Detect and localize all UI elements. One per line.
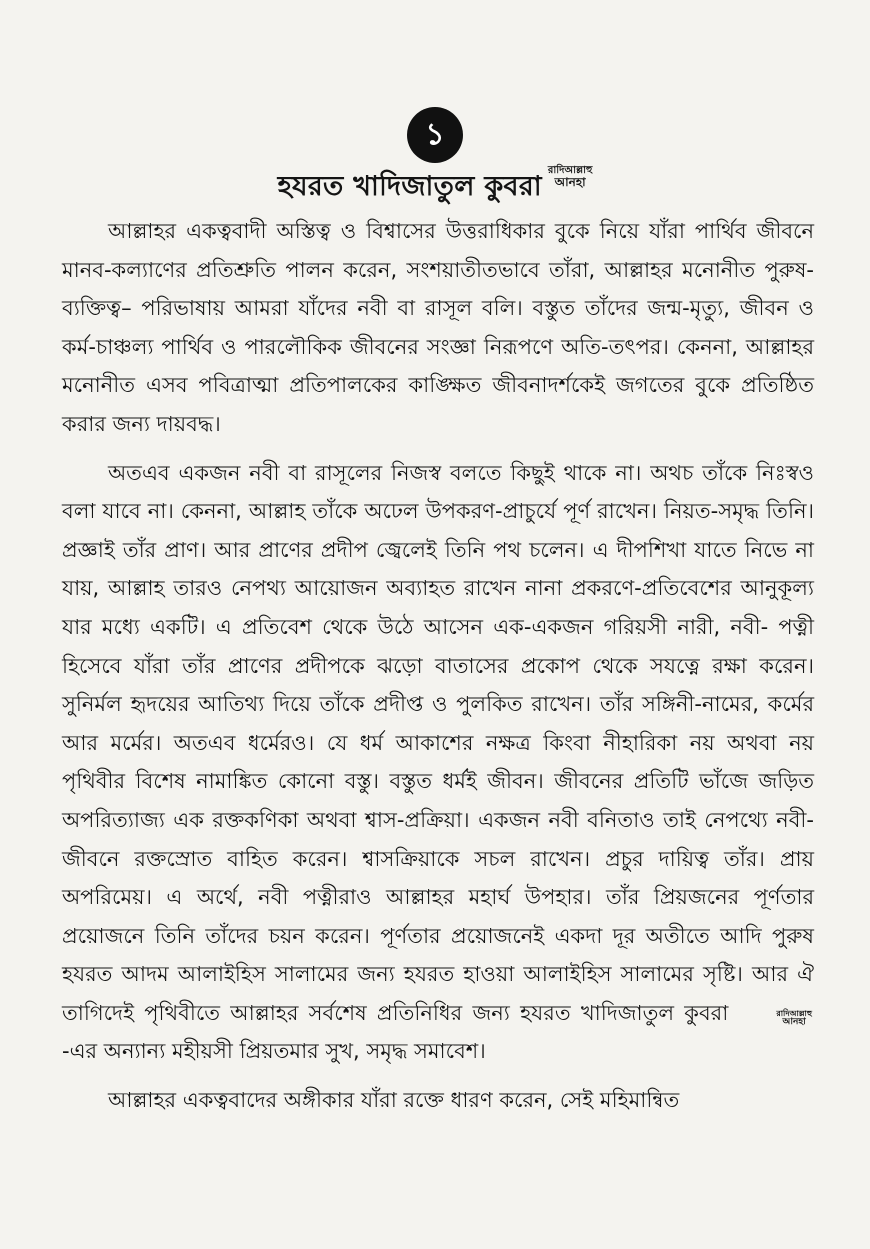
inline-honorific-bottom: আনহা xyxy=(782,1016,806,1027)
honorific-mark xyxy=(548,166,593,188)
chapter-heading xyxy=(0,166,870,211)
paragraph-2 xyxy=(62,454,814,1072)
inline-honorific-mark xyxy=(730,1010,812,1027)
inline-honorific-top: রাদিআল্লাহু xyxy=(776,1008,812,1018)
body-text xyxy=(62,212,814,1130)
paragraph-1: আল্লাহর একত্ববাদী অস্তিত্ব ও বিশ্বাসের উত্তরাধিকার বুকে নিয়ে যাঁরা পার্থিব জীবনে মানব-কল্যাণের প্রতিশ্রুতি পালন করেন, সংশয়াতীতভাবে তাঁরা, আল্লাহর মনোনীত পুরুষ-ব্যক্তিত্ব– পরিভাষায় আমরা যাঁদের নবী বা রাসূল বলি। বস্তুত তাঁদের জন্ম-মৃত্যু, জীবন ও কর্ম-চাঞ্চল্য পার্থিব ও পারলৌকিক জীবনের সংজ্ঞা নিরূপণে অতি-তৎপর। কেননা, আল্লাহর মনোনীত এসব পবিত্রাত্মা প্রতিপালকের কাঙ্ক্ষিত জীবনাদর্শকেই জগতের বুকে প্রতিষ্ঠিত করার জন্য দায়বদ্ধ। xyxy=(62,219,814,436)
paragraph-2-text: অতএব একজন নবী বা রাসূলের নিজস্ব বলতে কিছুই থাকে না। অথচ তাঁকে নিঃস্বও বলা যাবে না। কেননা, আল্লাহ তাঁকে অঢেল উপকরণ-প্রাচুর্যে পূর্ণ রাখেন। নিয়ত-সমৃদ্ধ তিনি। প্রজ্ঞাই তাঁর প্রাণ। আর প্রাণের প্রদীপ জ্বেলেই তিনি পথ চলেন। এ দীপশিখা যাতে নিভে না যায়, আল্লাহ তারও নেপথ্য আয়োজন অব্যাহত রাখেন নানা প্রকরণে-প্রতিবেশের আনুকূল্য যার মধ্যে একটি। এ প্রতিবেশ থেকে উঠে আসেন এক-একজন গরিয়সী নারী, নবী- পত্নী হিসেবে যাঁরা তাঁর প্রাণের প্রদীপকে ঝড়ো বাতাসের প্রকোপ থেকে সযত্নে রক্ষা করেন। সুনির্মল হৃদয়ের আতিথ্য দিয়ে তাঁকে প্রদীপ্ত ও পুলকিত রাখেন। তাঁর সঙ্গিনী-নামের, কর্মের আর মর্মের। অতএব ধর্মেরও। যে ধর্ম আকাশের নক্ষত্র কিংবা নীহারিকা নয় অথবা নয় পৃথিবীর বিশেষ নামাঙ্কিত কোনো বস্তু। বস্তুত ধর্মই জীবন। জীবনের প্রতিটি ভাঁজে জড়িত অপরিত্যাজ্য এক রক্তকণিকা অথবা শ্বাস-প্রক্রিয়া। একজন নবী বনিতাও তাই নেপথ্যে নবী-জীবনে রক্তস্রোত বাহিত করেন। শ্বাসক্রিয়াকে সচল রাখেন। প্রচুর দায়িত্ব তাঁর। প্রায় অপরিমেয়। এ অর্থে, নবী পত্নীরাও আল্লাহর মহার্ঘ উপহার। তাঁর প্রিয়জনের পূর্ণতার প্রয়োজনে তিনি তাঁদের চয়ন করেন। পূর্ণতার প্রয়োজনেই একদা দূর অতীতে আদি পুরুষ হযরত আদম আলাইহিস সালামের জন্য হযরত হাওয়া আলাইহিস সালামের সৃষ্টি। আর ঐ তাগিদেই পৃথিবীতে আল্লাহর সর্বশেষ প্রতিনিধির জন্য হযরত খাদিজাতুল কুবরা xyxy=(62,460,814,1025)
honorific-bottom: আনহা xyxy=(554,175,586,189)
paragraph-2-ending: -এর অন্যান্য মহীয়সী প্রিয়তমার সুখ, সমৃদ্ধ সমাবেশ। xyxy=(62,1039,486,1064)
chapter-number-badge xyxy=(407,107,463,163)
paragraph-3: আল্লাহর একত্ববাদের অঙ্গীকার যাঁরা রক্তে ধারণ করেন, সেই মহিমান্বিত xyxy=(108,1088,680,1113)
chapter-title: হযরত খাদিজাতুল কুবরা xyxy=(277,171,542,202)
honorific-top: রাদিআল্লাহু xyxy=(547,165,593,176)
chapter-number: ১ xyxy=(425,116,445,152)
